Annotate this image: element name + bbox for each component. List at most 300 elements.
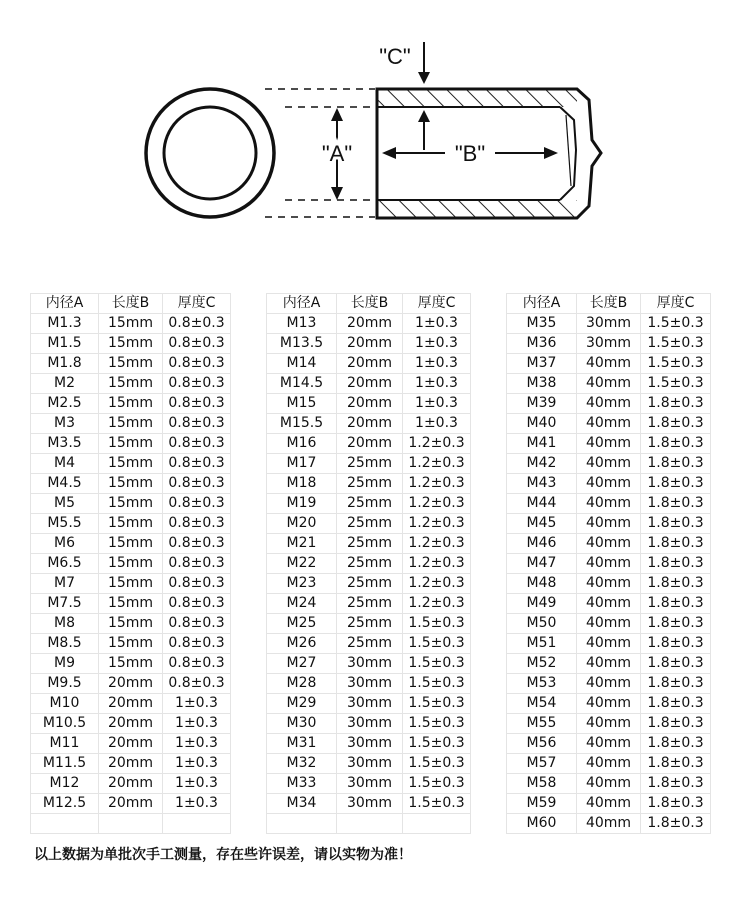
inner-diameter-cell: M7 bbox=[31, 574, 99, 594]
table-row bbox=[31, 414, 711, 434]
length-cell: 40mm bbox=[577, 374, 641, 394]
table-row bbox=[31, 354, 711, 374]
table-row bbox=[31, 474, 711, 494]
inner-diameter-cell: M26 bbox=[267, 634, 337, 654]
thickness-cell: 1.2±0.3 bbox=[403, 474, 471, 494]
length-cell: 40mm bbox=[577, 614, 641, 634]
thickness-cell: 0.8±0.3 bbox=[163, 554, 231, 574]
thickness-cell: 1±0.3 bbox=[403, 394, 471, 414]
length-cell: 30mm bbox=[337, 694, 403, 714]
thickness-cell: 0.8±0.3 bbox=[163, 354, 231, 374]
thickness-cell: 1.8±0.3 bbox=[641, 814, 711, 834]
inner-diameter-cell: M44 bbox=[507, 494, 577, 514]
thickness-cell: 0.8±0.3 bbox=[163, 674, 231, 694]
inner-diameter-cell: M21 bbox=[267, 534, 337, 554]
thickness-cell: 1.8±0.3 bbox=[641, 454, 711, 474]
length-cell: 30mm bbox=[337, 714, 403, 734]
group-spacer bbox=[231, 474, 267, 494]
column-header: 内径A bbox=[31, 294, 99, 314]
column-header: 厚度C bbox=[403, 294, 471, 314]
table-header-row bbox=[31, 294, 711, 314]
group-spacer bbox=[231, 294, 267, 314]
length-cell: 25mm bbox=[337, 614, 403, 634]
group-spacer bbox=[231, 594, 267, 614]
group-spacer bbox=[471, 494, 507, 514]
table-row bbox=[31, 514, 711, 534]
length-cell: 15mm bbox=[99, 654, 163, 674]
length-cell: 20mm bbox=[337, 394, 403, 414]
table-row bbox=[31, 454, 711, 474]
group-spacer bbox=[471, 774, 507, 794]
inner-diameter-cell: M17 bbox=[267, 454, 337, 474]
group-spacer bbox=[231, 654, 267, 674]
inner-diameter-cell: M24 bbox=[267, 594, 337, 614]
length-cell: 20mm bbox=[99, 694, 163, 714]
thickness-cell: 0.8±0.3 bbox=[163, 414, 231, 434]
table-row bbox=[31, 714, 711, 734]
inner-diameter-cell: M43 bbox=[507, 474, 577, 494]
table-row bbox=[31, 494, 711, 514]
length-cell: 40mm bbox=[577, 734, 641, 754]
thickness-cell: 1.8±0.3 bbox=[641, 414, 711, 434]
thickness-cell: 1.2±0.3 bbox=[403, 494, 471, 514]
group-spacer bbox=[471, 794, 507, 814]
length-cell: 20mm bbox=[99, 794, 163, 814]
length-cell: 15mm bbox=[99, 354, 163, 374]
length-cell: 40mm bbox=[577, 754, 641, 774]
inner-diameter-cell: M34 bbox=[267, 794, 337, 814]
thickness-cell: 1.8±0.3 bbox=[641, 614, 711, 634]
inner-diameter-cell: M6.5 bbox=[31, 554, 99, 574]
inner-diameter-cell: M51 bbox=[507, 634, 577, 654]
table-row bbox=[31, 554, 711, 574]
group-spacer bbox=[231, 314, 267, 334]
length-cell: 40mm bbox=[577, 634, 641, 654]
inner-diameter-cell: M12.5 bbox=[31, 794, 99, 814]
thickness-cell: 1±0.3 bbox=[403, 334, 471, 354]
thickness-cell: 0.8±0.3 bbox=[163, 634, 231, 654]
length-cell: 40mm bbox=[577, 454, 641, 474]
inner-diameter-cell: M58 bbox=[507, 774, 577, 794]
length-cell: 15mm bbox=[99, 434, 163, 454]
length-cell: 40mm bbox=[577, 574, 641, 594]
table-row bbox=[31, 694, 711, 714]
length-cell: 25mm bbox=[337, 594, 403, 614]
length-cell: 40mm bbox=[577, 414, 641, 434]
group-spacer bbox=[471, 674, 507, 694]
empty-cell bbox=[163, 814, 231, 834]
column-header: 厚度C bbox=[163, 294, 231, 314]
group-spacer bbox=[231, 574, 267, 594]
group-spacer bbox=[231, 754, 267, 774]
length-cell: 25mm bbox=[337, 554, 403, 574]
inner-diameter-cell: M1.3 bbox=[31, 314, 99, 334]
inner-diameter-cell: M29 bbox=[267, 694, 337, 714]
length-cell: 40mm bbox=[577, 354, 641, 374]
thickness-cell: 1±0.3 bbox=[403, 354, 471, 374]
inner-diameter-cell: M53 bbox=[507, 674, 577, 694]
length-cell: 40mm bbox=[577, 674, 641, 694]
length-cell: 30mm bbox=[337, 774, 403, 794]
group-spacer bbox=[231, 494, 267, 514]
length-cell: 30mm bbox=[577, 314, 641, 334]
length-cell: 30mm bbox=[337, 674, 403, 694]
inner-diameter-cell: M13 bbox=[267, 314, 337, 334]
length-cell: 15mm bbox=[99, 574, 163, 594]
length-cell: 25mm bbox=[337, 474, 403, 494]
group-spacer bbox=[231, 694, 267, 714]
group-spacer bbox=[231, 774, 267, 794]
empty-cell bbox=[403, 814, 471, 834]
length-cell: 15mm bbox=[99, 454, 163, 474]
group-spacer bbox=[471, 314, 507, 334]
length-cell: 15mm bbox=[99, 394, 163, 414]
thickness-cell: 0.8±0.3 bbox=[163, 494, 231, 514]
group-spacer bbox=[471, 574, 507, 594]
group-spacer bbox=[471, 514, 507, 534]
thickness-cell: 1±0.3 bbox=[163, 714, 231, 734]
inner-diameter-cell: M15 bbox=[267, 394, 337, 414]
inner-diameter-cell: M27 bbox=[267, 654, 337, 674]
inner-diameter-cell: M19 bbox=[267, 494, 337, 514]
group-spacer bbox=[231, 814, 267, 834]
inner-diameter-cell: M18 bbox=[267, 474, 337, 494]
thickness-cell: 0.8±0.3 bbox=[163, 514, 231, 534]
thickness-cell: 1.8±0.3 bbox=[641, 494, 711, 514]
thickness-cell: 1.5±0.3 bbox=[641, 334, 711, 354]
column-header: 内径A bbox=[267, 294, 337, 314]
inner-diameter-cell: M4.5 bbox=[31, 474, 99, 494]
length-cell: 40mm bbox=[577, 594, 641, 614]
length-cell: 20mm bbox=[99, 734, 163, 754]
inner-diameter-cell: M28 bbox=[267, 674, 337, 694]
group-spacer bbox=[471, 654, 507, 674]
inner-diameter-cell: M15.5 bbox=[267, 414, 337, 434]
length-cell: 25mm bbox=[337, 494, 403, 514]
inner-diameter-cell: M46 bbox=[507, 534, 577, 554]
length-cell: 25mm bbox=[337, 514, 403, 534]
inner-diameter-cell: M20 bbox=[267, 514, 337, 534]
table-row bbox=[31, 774, 711, 794]
inner-diameter-cell: M7.5 bbox=[31, 594, 99, 614]
column-header: 厚度C bbox=[641, 294, 711, 314]
measurement-note: 以上数据为单批次手工测量，存在些许误差，请以实物为准！ bbox=[34, 847, 412, 863]
table-row bbox=[31, 534, 711, 554]
group-spacer bbox=[471, 334, 507, 354]
length-cell: 15mm bbox=[99, 474, 163, 494]
inner-diameter-cell: M52 bbox=[507, 654, 577, 674]
thickness-cell: 1.8±0.3 bbox=[641, 534, 711, 554]
length-cell: 25mm bbox=[337, 574, 403, 594]
length-cell: 40mm bbox=[577, 714, 641, 734]
length-cell: 40mm bbox=[577, 554, 641, 574]
inner-diameter-cell: M2 bbox=[31, 374, 99, 394]
inner-diameter-cell: M10.5 bbox=[31, 714, 99, 734]
inner-diameter-cell: M38 bbox=[507, 374, 577, 394]
inner-diameter-cell: M59 bbox=[507, 794, 577, 814]
length-cell: 40mm bbox=[577, 494, 641, 514]
table-row bbox=[31, 434, 711, 454]
thickness-cell: 1.5±0.3 bbox=[403, 774, 471, 794]
inner-diameter-cell: M31 bbox=[267, 734, 337, 754]
column-header: 长度B bbox=[577, 294, 641, 314]
thickness-cell: 1.2±0.3 bbox=[403, 454, 471, 474]
table-row bbox=[31, 754, 711, 774]
inner-diameter-cell: M37 bbox=[507, 354, 577, 374]
thickness-cell: 1±0.3 bbox=[163, 694, 231, 714]
length-cell: 15mm bbox=[99, 514, 163, 534]
thickness-cell: 1.5±0.3 bbox=[403, 714, 471, 734]
inner-diameter-cell: M16 bbox=[267, 434, 337, 454]
inner-diameter-cell: M8.5 bbox=[31, 634, 99, 654]
thickness-cell: 1.5±0.3 bbox=[403, 694, 471, 714]
group-spacer bbox=[231, 514, 267, 534]
empty-cell bbox=[99, 814, 163, 834]
inner-diameter-cell: M3.5 bbox=[31, 434, 99, 454]
thickness-cell: 1.5±0.3 bbox=[641, 374, 711, 394]
group-spacer bbox=[231, 734, 267, 754]
inner-diameter-cell: M2.5 bbox=[31, 394, 99, 414]
group-spacer bbox=[471, 534, 507, 554]
size-spec-table bbox=[30, 293, 711, 834]
length-cell: 20mm bbox=[99, 714, 163, 734]
thickness-cell: 1.2±0.3 bbox=[403, 534, 471, 554]
group-spacer bbox=[471, 394, 507, 414]
group-spacer bbox=[231, 554, 267, 574]
thickness-cell: 0.8±0.3 bbox=[163, 594, 231, 614]
group-spacer bbox=[471, 554, 507, 574]
thickness-cell: 0.8±0.3 bbox=[163, 654, 231, 674]
group-spacer bbox=[471, 474, 507, 494]
thickness-cell: 0.8±0.3 bbox=[163, 394, 231, 414]
group-spacer bbox=[231, 794, 267, 814]
thickness-cell: 0.8±0.3 bbox=[163, 434, 231, 454]
table-row bbox=[31, 314, 711, 334]
label-b: "B" bbox=[454, 141, 486, 166]
label-c: "C" bbox=[379, 44, 411, 69]
thickness-cell: 1±0.3 bbox=[163, 774, 231, 794]
empty-cell bbox=[31, 814, 99, 834]
thickness-cell: 1.8±0.3 bbox=[641, 794, 711, 814]
thickness-cell: 1.5±0.3 bbox=[403, 794, 471, 814]
thickness-cell: 1.2±0.3 bbox=[403, 514, 471, 534]
inner-diameter-cell: M1.8 bbox=[31, 354, 99, 374]
table-row bbox=[31, 574, 711, 594]
length-cell: 30mm bbox=[577, 334, 641, 354]
group-spacer bbox=[231, 354, 267, 374]
inner-diameter-cell: M48 bbox=[507, 574, 577, 594]
length-cell: 20mm bbox=[99, 754, 163, 774]
inner-diameter-cell: M4 bbox=[31, 454, 99, 474]
thickness-cell: 1.8±0.3 bbox=[641, 674, 711, 694]
inner-diameter-cell: M25 bbox=[267, 614, 337, 634]
thickness-cell: 0.8±0.3 bbox=[163, 574, 231, 594]
thickness-cell: 1.5±0.3 bbox=[403, 634, 471, 654]
length-cell: 20mm bbox=[337, 314, 403, 334]
thickness-cell: 1±0.3 bbox=[403, 314, 471, 334]
inner-diameter-cell: M35 bbox=[507, 314, 577, 334]
inner-diameter-cell: M42 bbox=[507, 454, 577, 474]
empty-cell bbox=[337, 814, 403, 834]
thickness-cell: 1.8±0.3 bbox=[641, 754, 711, 774]
group-spacer bbox=[471, 614, 507, 634]
group-spacer bbox=[231, 454, 267, 474]
group-spacer bbox=[231, 674, 267, 694]
group-spacer bbox=[471, 754, 507, 774]
inner-diameter-cell: M47 bbox=[507, 554, 577, 574]
group-spacer bbox=[471, 694, 507, 714]
thickness-cell: 1.5±0.3 bbox=[403, 674, 471, 694]
length-cell: 40mm bbox=[577, 654, 641, 674]
thickness-cell: 1.8±0.3 bbox=[641, 514, 711, 534]
length-cell: 20mm bbox=[337, 414, 403, 434]
table-row bbox=[31, 374, 711, 394]
inner-diameter-cell: M55 bbox=[507, 714, 577, 734]
thickness-cell: 1.8±0.3 bbox=[641, 714, 711, 734]
thickness-cell: 0.8±0.3 bbox=[163, 474, 231, 494]
group-spacer bbox=[471, 294, 507, 314]
inner-diameter-cell: M14 bbox=[267, 354, 337, 374]
thickness-cell: 0.8±0.3 bbox=[163, 614, 231, 634]
projection-lines bbox=[265, 89, 375, 217]
inner-diameter-cell: M14.5 bbox=[267, 374, 337, 394]
group-spacer bbox=[471, 354, 507, 374]
length-cell: 40mm bbox=[577, 394, 641, 414]
length-cell: 40mm bbox=[577, 794, 641, 814]
inner-diameter-cell: M8 bbox=[31, 614, 99, 634]
inner-diameter-cell: M3 bbox=[31, 414, 99, 434]
thickness-cell: 1.2±0.3 bbox=[403, 574, 471, 594]
thickness-cell: 0.8±0.3 bbox=[163, 374, 231, 394]
group-spacer bbox=[471, 594, 507, 614]
group-spacer bbox=[231, 414, 267, 434]
length-cell: 30mm bbox=[337, 734, 403, 754]
group-spacer bbox=[471, 434, 507, 454]
length-cell: 20mm bbox=[99, 674, 163, 694]
length-cell: 20mm bbox=[337, 434, 403, 454]
length-cell: 15mm bbox=[99, 534, 163, 554]
thickness-cell: 1±0.3 bbox=[403, 374, 471, 394]
length-cell: 20mm bbox=[337, 354, 403, 374]
group-spacer bbox=[471, 814, 507, 834]
thickness-cell: 1±0.3 bbox=[163, 734, 231, 754]
thickness-cell: 1.8±0.3 bbox=[641, 654, 711, 674]
inner-diameter-cell: M33 bbox=[267, 774, 337, 794]
thickness-cell: 1.8±0.3 bbox=[641, 694, 711, 714]
thickness-cell: 1.8±0.3 bbox=[641, 394, 711, 414]
length-cell: 15mm bbox=[99, 594, 163, 614]
washer-end-view bbox=[146, 89, 274, 217]
group-spacer bbox=[471, 374, 507, 394]
inner-diameter-cell: M36 bbox=[507, 334, 577, 354]
inner-diameter-cell: M60 bbox=[507, 814, 577, 834]
inner-diameter-cell: M39 bbox=[507, 394, 577, 414]
thickness-cell: 1.8±0.3 bbox=[641, 634, 711, 654]
inner-diameter-cell: M9.5 bbox=[31, 674, 99, 694]
group-spacer bbox=[471, 414, 507, 434]
thickness-cell: 1.5±0.3 bbox=[641, 354, 711, 374]
inner-diameter-cell: M23 bbox=[267, 574, 337, 594]
thickness-cell: 1.5±0.3 bbox=[403, 654, 471, 674]
dimension-b bbox=[382, 141, 558, 166]
inner-diameter-cell: M49 bbox=[507, 594, 577, 614]
length-cell: 25mm bbox=[337, 634, 403, 654]
label-a: "A" bbox=[321, 141, 353, 166]
empty-cell bbox=[267, 814, 337, 834]
group-spacer bbox=[231, 614, 267, 634]
length-cell: 15mm bbox=[99, 634, 163, 654]
length-cell: 40mm bbox=[577, 514, 641, 534]
thickness-cell: 1.5±0.3 bbox=[403, 754, 471, 774]
column-header: 内径A bbox=[507, 294, 577, 314]
table-row bbox=[31, 594, 711, 614]
length-cell: 20mm bbox=[337, 374, 403, 394]
length-cell: 25mm bbox=[337, 534, 403, 554]
length-cell: 15mm bbox=[99, 334, 163, 354]
length-cell: 30mm bbox=[337, 654, 403, 674]
thickness-cell: 1.2±0.3 bbox=[403, 554, 471, 574]
length-cell: 20mm bbox=[337, 334, 403, 354]
group-spacer bbox=[231, 434, 267, 454]
length-cell: 40mm bbox=[577, 814, 641, 834]
group-spacer bbox=[471, 634, 507, 654]
table-row bbox=[31, 394, 711, 414]
length-cell: 40mm bbox=[577, 434, 641, 454]
length-cell: 15mm bbox=[99, 414, 163, 434]
end-cap-dimension-diagram bbox=[0, 0, 750, 270]
inner-diameter-cell: M40 bbox=[507, 414, 577, 434]
length-cell: 15mm bbox=[99, 374, 163, 394]
length-cell: 15mm bbox=[99, 614, 163, 634]
thickness-cell: 1.8±0.3 bbox=[641, 434, 711, 454]
thickness-cell: 0.8±0.3 bbox=[163, 314, 231, 334]
length-cell: 30mm bbox=[337, 794, 403, 814]
group-spacer bbox=[231, 334, 267, 354]
group-spacer bbox=[471, 714, 507, 734]
inner-diameter-cell: M6 bbox=[31, 534, 99, 554]
group-spacer bbox=[231, 534, 267, 554]
inner-diameter-cell: M5.5 bbox=[31, 514, 99, 534]
length-cell: 40mm bbox=[577, 534, 641, 554]
inner-diameter-cell: M5 bbox=[31, 494, 99, 514]
thickness-cell: 0.8±0.3 bbox=[163, 534, 231, 554]
inner-diameter-cell: M30 bbox=[267, 714, 337, 734]
thickness-cell: 1±0.3 bbox=[403, 414, 471, 434]
table-row bbox=[31, 794, 711, 814]
column-header: 长度B bbox=[99, 294, 163, 314]
dimension-a bbox=[322, 108, 352, 200]
inner-diameter-cell: M56 bbox=[507, 734, 577, 754]
inner-diameter-cell: M54 bbox=[507, 694, 577, 714]
thickness-cell: 0.8±0.3 bbox=[163, 454, 231, 474]
group-spacer bbox=[231, 634, 267, 654]
thickness-cell: 1.5±0.3 bbox=[641, 314, 711, 334]
table-row bbox=[31, 334, 711, 354]
group-spacer bbox=[471, 734, 507, 754]
group-spacer bbox=[231, 394, 267, 414]
length-cell: 40mm bbox=[577, 694, 641, 714]
length-cell: 15mm bbox=[99, 554, 163, 574]
group-spacer bbox=[231, 374, 267, 394]
inner-diameter-cell: M22 bbox=[267, 554, 337, 574]
inner-diameter-cell: M11 bbox=[31, 734, 99, 754]
thickness-cell: 1.8±0.3 bbox=[641, 734, 711, 754]
thickness-cell: 1.8±0.3 bbox=[641, 474, 711, 494]
length-cell: 20mm bbox=[99, 774, 163, 794]
table-row bbox=[31, 654, 711, 674]
inner-diameter-cell: M45 bbox=[507, 514, 577, 534]
inner-diameter-cell: M1.5 bbox=[31, 334, 99, 354]
